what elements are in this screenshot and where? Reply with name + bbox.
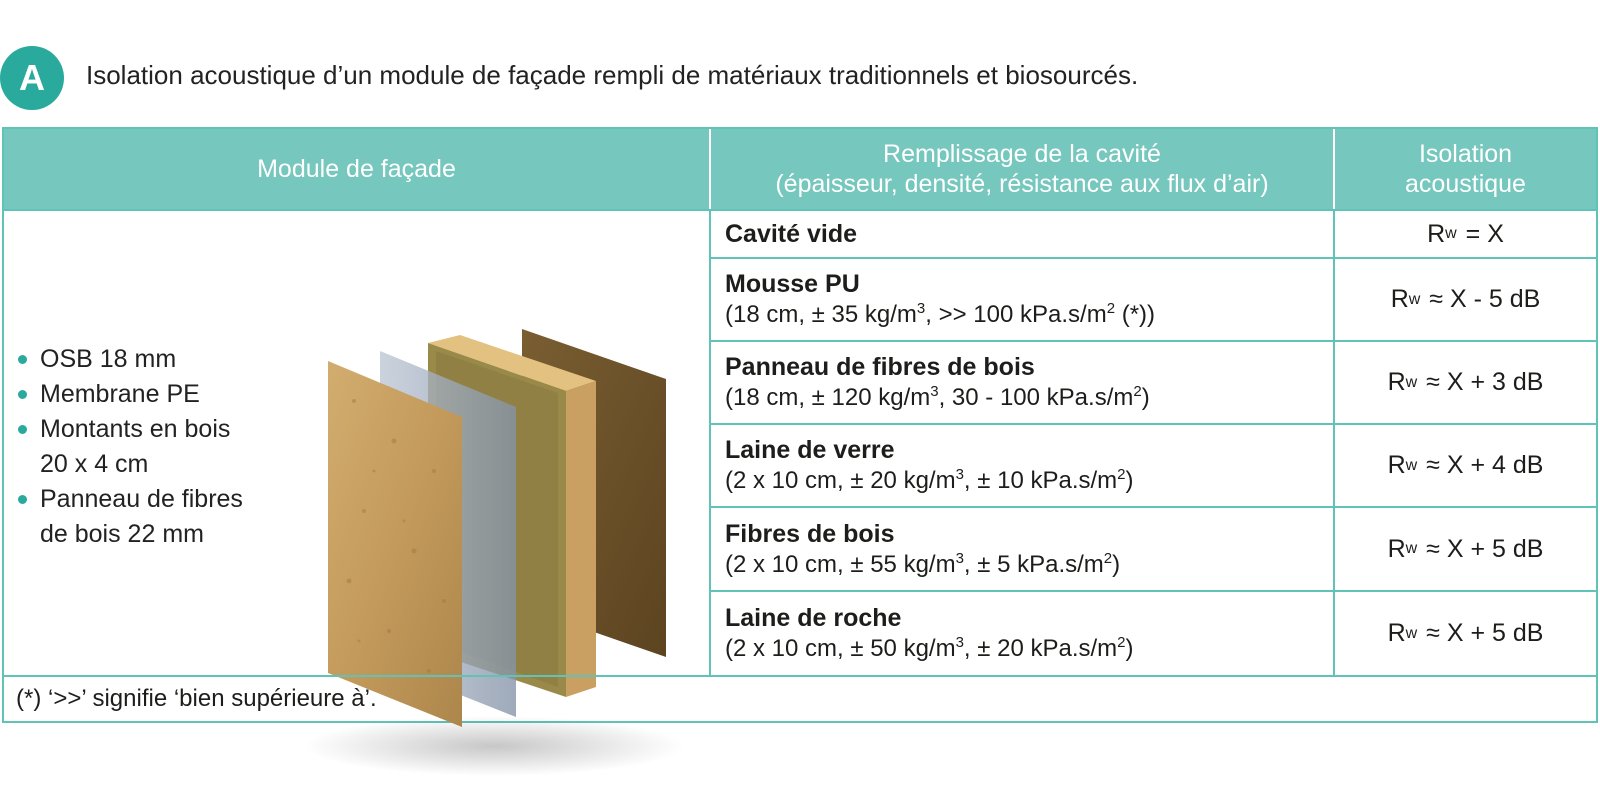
header-filling-line2: (épaisseur, densité, résistance aux flux d’air) — [775, 170, 1269, 198]
bullet-icon — [18, 390, 27, 399]
header-insulation — [1335, 129, 1596, 209]
list-item: Membrane PE — [18, 377, 243, 412]
header-insulation-line1: Isolation — [1418, 140, 1513, 168]
filling-detail: (2 x 10 cm, ± 50 $kg/m^3$, ± 20 $kPa.s/m^2$) — [725, 634, 1134, 662]
insulation-value: R w ≈ X + 5 dB — [1387, 619, 1544, 647]
list-item: Montants en bois 20 x 4 cm — [18, 412, 243, 482]
filling-name: Laine de verre — [725, 436, 895, 464]
table-row — [711, 592, 1596, 675]
filling-cell — [711, 592, 1335, 675]
insulation-value: R w ≈ X - 5 dB — [1390, 285, 1541, 313]
filling-cell — [711, 342, 1335, 423]
timber-frame-side — [566, 381, 596, 697]
filling-name: Laine de roche — [725, 604, 902, 632]
table-row — [711, 342, 1596, 425]
table-footnote — [4, 675, 1596, 721]
osb-panel — [328, 361, 462, 727]
insulation-value: R w ≈ X + 4 dB — [1387, 451, 1544, 479]
filling-detail: (2 x 10 cm, ± 55 $kg/m^3$, ± 5 $kPa.s/m^2$) — [725, 549, 1121, 578]
module-cell — [4, 211, 711, 675]
table-row — [711, 211, 1596, 259]
header-module — [4, 129, 711, 209]
filling-name: Panneau de fibres de bois — [725, 353, 1035, 381]
figure-badge: A — [0, 46, 64, 110]
header-module-label: Module de façade — [257, 155, 456, 183]
filling-cell — [711, 211, 1335, 257]
figure-title: Isolation acoustique d’un module de façade rempli de matériaux traditionnels et biosourcés. — [86, 60, 1139, 90]
bullet-icon — [18, 355, 27, 364]
table-row — [711, 425, 1596, 508]
filling-name: Cavité vide — [725, 219, 858, 248]
filling-cell — [711, 508, 1335, 590]
bullet-icon — [18, 495, 27, 504]
header-filling-line1: Remplissage de la cavité — [883, 140, 1161, 168]
filling-detail: (2 x 10 cm, ± 20 $kg/m^3$, ± 10 $kPa.s/m^2$) — [725, 466, 1134, 494]
footnote-text: (*) ‘>>’ signifie ‘bien supérieure à’. — [16, 685, 377, 712]
table-header — [4, 129, 1596, 211]
filling-name: Fibres de bois — [725, 519, 895, 548]
list-item: OSB 18 mm — [18, 342, 243, 377]
insulation-table — [2, 127, 1598, 723]
figure-title-row — [0, 46, 1600, 110]
header-insulation-line2: acoustique — [1405, 170, 1526, 198]
filling-cell — [711, 259, 1335, 340]
filling-name: Mousse PU — [725, 270, 860, 298]
header-filling — [711, 129, 1335, 209]
filling-detail: (18 cm, ± 120 $kg/m^3$, 30 - 100 $kPa.s/m^2$) — [725, 383, 1150, 411]
insulation-value: R w ≈ X + 3 dB — [1387, 368, 1544, 396]
table-row — [711, 259, 1596, 342]
table-row — [711, 508, 1596, 592]
insulation-value: R w ≈ X + 5 dB — [1387, 534, 1544, 563]
list-item: Panneau de fibres de bois 22 mm — [18, 482, 243, 552]
insulation-value: R w = X — [1427, 219, 1504, 248]
filling-detail: (18 cm, ± 35 $kg/m^3$, >> 100 $kPa.s/m^2$ (*)) — [725, 300, 1156, 328]
module-components-list — [18, 342, 243, 552]
filling-rows — [711, 211, 1596, 675]
bullet-icon — [18, 425, 27, 434]
filling-cell — [711, 425, 1335, 506]
